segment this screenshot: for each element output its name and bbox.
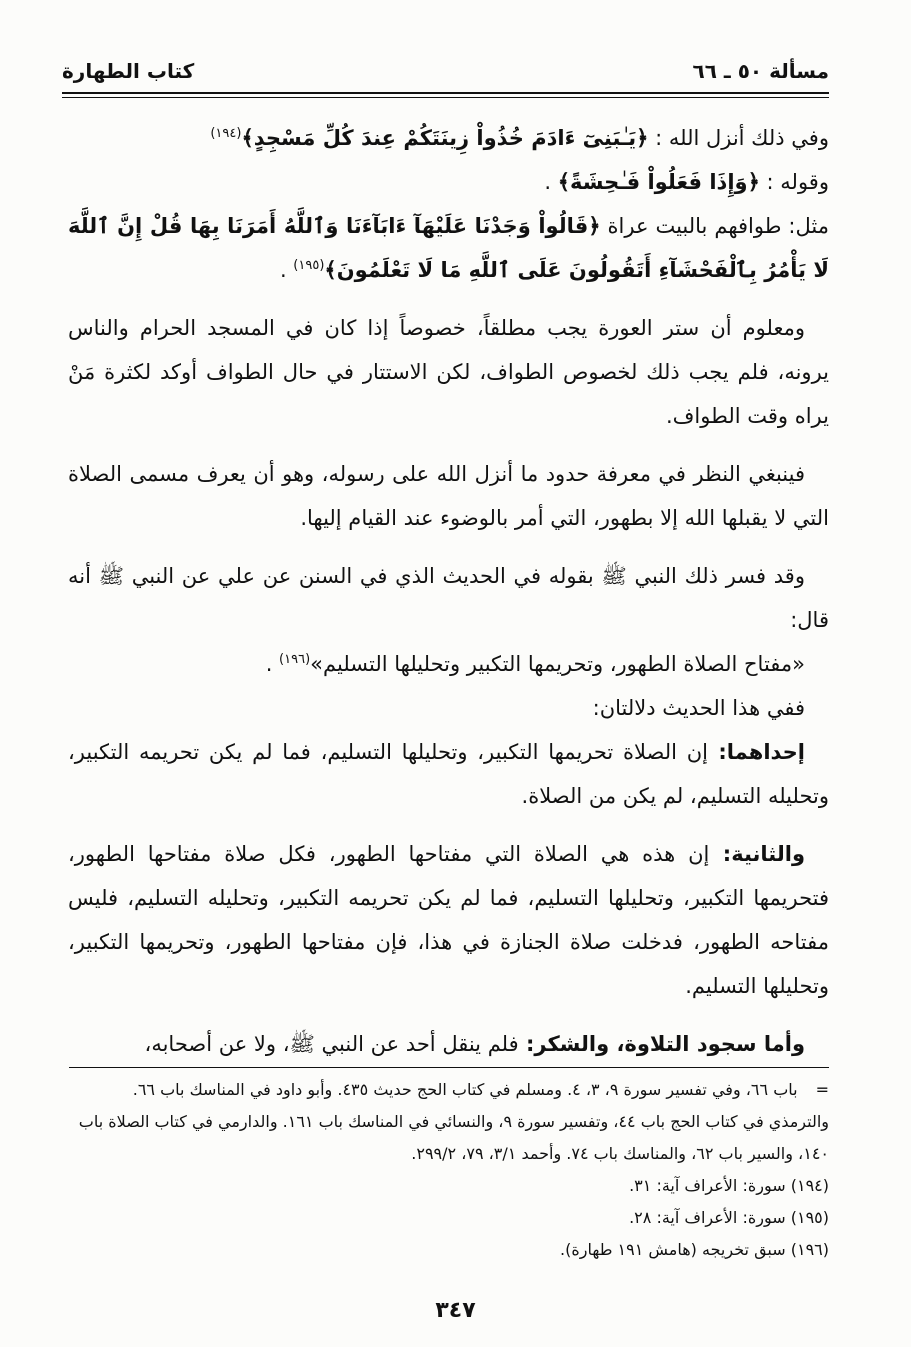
paragraph xyxy=(68,730,829,818)
header-rule-thick xyxy=(62,92,829,94)
header-rule-thin xyxy=(62,97,829,98)
continuation-marker: = xyxy=(815,1080,829,1099)
text: فلم ينقل أحد عن النبي ﷺ، ولا عن أصحابه، xyxy=(144,1032,519,1056)
text: مثل: طوافهم بالبيت عراة xyxy=(600,214,829,238)
footnote: (١٩٦) سبق تخريجه (هامش ١٩١ طهارة). xyxy=(560,1240,829,1259)
point-label: إحداهما: xyxy=(708,740,805,764)
hadith-quote xyxy=(68,642,829,686)
paragraph: فينبغي النظر في معرفة حدود ما أنزل الله على رسوله، وهو أن يعرف مسمى الصلاة التي لا يقبلها الله إلا بطهور، التي أمر بالوضوء عند القيام إليها. xyxy=(68,462,829,530)
text: باب ٦٦، وفي تفسير سورة ٩، ٣، ٤. ومسلم في كتاب الحج حديث ٤٣٥. وأبو داود في المناسك باب ٦٦. والترمذي في كتاب الحج باب ٤٤، وتفسير سورة ٩، والنسائي في المناسك باب ١٦١. والدارمي في كتاب الصلاة باب ١٤٠، والسير باب ٦٢، والمناسك باب ٧٤. وأحمد ٣/١، ٧٩، ٢٩٩/٢. xyxy=(78,1080,829,1163)
quran-verse: ﴿وَإِذَا فَعَلُواْ فَـٰحِشَةً﴾ xyxy=(557,170,760,194)
header-section: مسألة ٥٠ ـ ٦٦ xyxy=(692,59,829,83)
text: وفي ذلك أنزل الله : xyxy=(648,126,829,150)
quran-verse: ﴿قَالُواْ وَجَدْنَا عَلَيْهَآ ءَابَآءَنَا وَٱللَّهُ أَمَرَنَا بِهَا قُلْ إِنَّ ٱللَّهَ لَا يَأْمُرُ بِٱلْفَحْشَآءِ أَتَقُولُونَ عَلَى ٱللَّهِ مَا لَا تَعْلَمُونَ﴾ xyxy=(68,214,829,282)
paragraph: ومعلوم أن ستر العورة يجب مطلقاً، خصوصاً إذا كان في المسجد الحرام والناس يرونه، فلم يجب ذلك لخصوص الطواف، لكن الاستتار في حال الطواف أوكد لكثرة مَنْ يراه وقت الطواف. xyxy=(68,316,829,428)
point-label: وأما سجود التلاوة، والشكر: xyxy=(518,1032,805,1056)
quran-verse: ﴿يَـٰبَنِىٓ ءَادَمَ خُذُواْ زِينَتَكُمْ عِندَ كُلِّ مَسْجِدٍ﴾ xyxy=(241,126,649,150)
text: إن هذه هي الصلاة التي مفتاحها الطهور، فكل صلاة مفتاحها الطهور، فتحريمها التكبير، وتحليلها التسليم، فما لم يكن تحريمه التكبير، وتحليله التسليم، فليس مفتاحه الطهور، فدخلت صلاة الجنازة في هذا، فإن مفتاحها الطهور، وتحريمها التكبير، وتحليلها التسليم. xyxy=(68,842,829,998)
paragraph: ففي هذا الحديث دلالتان: xyxy=(592,696,805,720)
header-book-title: كتاب الطهارة xyxy=(62,59,195,83)
footnote: (١٩٥) سورة: الأعراف آية: ٢٨. xyxy=(629,1208,829,1227)
text: «مفتاح الصلاة الطهور، وتحريمها التكبير وتحليلها التسليم» xyxy=(310,652,805,676)
paragraph xyxy=(68,832,829,1008)
text: . xyxy=(544,170,558,194)
paragraph xyxy=(68,116,829,292)
text: إن الصلاة تحريمها التكبير، وتحليلها التسليم، فما لم يكن تحريمه التكبير، وتحليله التسليم، لم يكن من الصلاة. xyxy=(68,740,829,808)
text: . xyxy=(279,258,294,282)
page-number: ٣٤٧ xyxy=(435,1298,476,1323)
text: . xyxy=(265,652,280,676)
footnotes xyxy=(68,1074,829,1266)
footnote-ref: (١٩٥) xyxy=(293,258,325,273)
footnote-continuation xyxy=(68,1074,829,1170)
footnote-ref: (١٩٦) xyxy=(279,652,311,667)
paragraph xyxy=(68,1022,829,1066)
footnote-rule xyxy=(69,1067,829,1068)
footnote-ref: (١٩٤) xyxy=(210,126,242,141)
text: وقوله : xyxy=(759,170,829,194)
footnote: (١٩٤) سورة: الأعراف آية: ٣١. xyxy=(629,1176,829,1195)
point-label: والثانية: xyxy=(709,842,805,866)
main-text xyxy=(68,116,829,1080)
paragraph: وقد فسر ذلك النبي ﷺ بقوله في الحديث الذي في السنن عن علي عن النبي ﷺ أنه قال: xyxy=(68,564,829,632)
running-header xyxy=(62,52,829,90)
